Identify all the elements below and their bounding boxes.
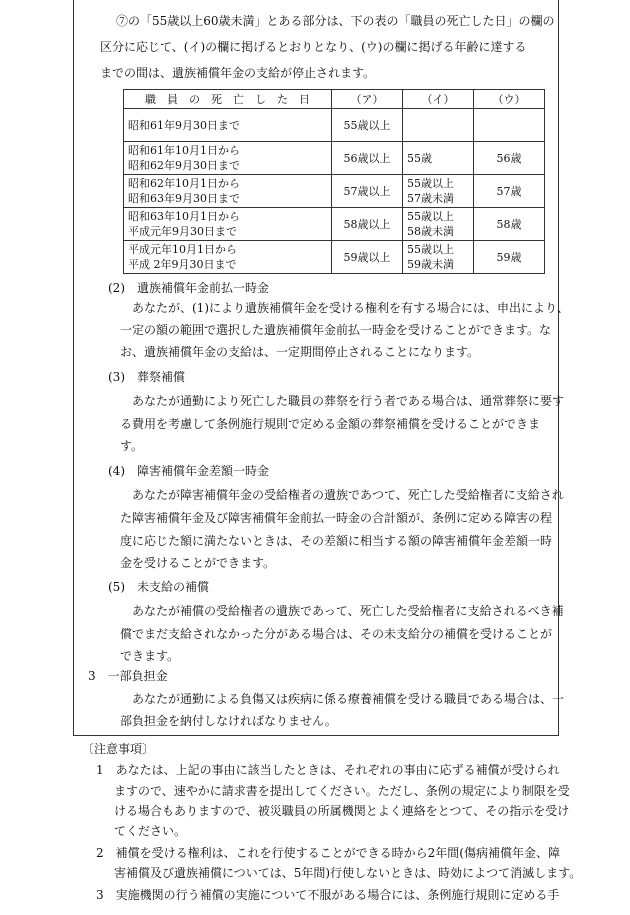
notes-heading: 〔注意事項〕 [82, 742, 155, 756]
cell-c: 56歳 [474, 142, 545, 175]
table-row [124, 241, 545, 274]
paragraph-line: た障害補償年金及び障害補償年金前払一時金の合計額が、条例に定める障害の程 [120, 511, 553, 525]
cell-b [403, 208, 474, 241]
cell-b [403, 142, 474, 175]
cell-a: 58歳以上 [332, 208, 403, 241]
section-heading: (4) 障害補償年金差額一時金 [108, 464, 269, 478]
paragraph-line: る費用を考慮して条例施行規則で定める金額の葬祭補償を受けることができま [120, 417, 541, 431]
paragraph-line: できます。 [120, 649, 180, 663]
paragraph-line: 一定の額の範囲で選択した遺族補償年金前払一時金を受けることができます。な [120, 323, 552, 337]
paragraph-line: あなたが障害補償年金の受給権者の遺族であつて、死亡した受給権者に支給され [132, 488, 564, 502]
section-heading: (2) 遺族補償年金前払一時金 [108, 281, 269, 295]
cell-b-line: 55歳以上 [407, 210, 454, 223]
paragraph-line: までの間は、遺族補償年金の支給が停止されます。 [100, 66, 376, 80]
header-a: （ア） [332, 90, 403, 109]
cell-date-line: 昭和63年9月30日まで [128, 192, 240, 205]
cell-a: 56歳以上 [332, 142, 403, 175]
paragraph-line: 部負担金を納付しなければなりません。 [120, 714, 337, 728]
paragraph-line: あなたが補償の受給権者の遺族であって、死亡した受給権者に支給されるべき補 [132, 604, 564, 618]
age-table [123, 89, 545, 274]
cell-b [403, 109, 474, 142]
cell-date [124, 241, 332, 274]
cell-b-line: 58歳未満 [407, 225, 454, 238]
note-line: 害補償及び遺族補償については、5年間)行使しないときは、時効によつて消滅します。 [114, 866, 582, 880]
paragraph-line: 区分に応じて、(イ)の欄に掲げるとおりとなり、(ウ)の欄に掲げる年齢に達する [100, 40, 527, 54]
note-line: 1 あなたは、上記の事由に該当したときは、それぞれの事由に応ずる補償が受けられ [96, 763, 560, 777]
section-heading: (3) 葬祭補償 [108, 370, 185, 384]
cell-b-line: 57歳未満 [407, 192, 454, 205]
paragraph-line: 償でまだ支給されなかった分がある場合は、その未支給分の補償を受けることが [120, 627, 553, 641]
note-line: 2 補償を受ける権利は、これを行使することができる時から2年間(傷病補償年金、障 [96, 846, 560, 860]
table-row [124, 175, 545, 208]
cell-c: 58歳 [474, 208, 545, 241]
cell-c [474, 109, 545, 142]
cell-date [124, 175, 332, 208]
section-heading: 3 一部負担金 [88, 669, 168, 683]
note-line: 3 実施機関の行う補償の実施について不服がある場合には、条例施行規則に定める手 [96, 888, 560, 902]
paragraph-line: す。 [120, 439, 144, 453]
paragraph-line: 度に応じた額に満たないときは、その差額に相当する額の障害補償年金差額一時 [120, 534, 553, 548]
cell-date-line: 昭和63年10月1日から [128, 210, 240, 223]
header-date: 職 員 の 死 亡 し た 日 [124, 90, 332, 109]
paragraph-line: あなたが、(1)により遺族補償年金を受ける権利を有する場合には、申出により、 [132, 301, 570, 315]
cell-date-line: 平成元年10月1日から [128, 243, 237, 256]
cell-date-line: 平成元年9月30日まで [128, 225, 237, 238]
cell-b-line: 59歳未満 [407, 258, 454, 271]
cell-date-line: 平成 2年9月30日まで [128, 258, 237, 271]
cell-b-line: 55歳以上 [407, 177, 454, 190]
cell-a: 55歳以上 [332, 109, 403, 142]
note-line: ますので、速やかに請求書を提出してください。ただし、条例の規定により制限を受 [114, 784, 570, 798]
cell-b [403, 175, 474, 208]
paragraph-line: あなたが通勤による負傷又は疾病に係る療養補償を受ける職員である場合は、一 [132, 692, 565, 706]
cell-date-line: 昭和62年10月1日から [128, 177, 240, 190]
cell-date-line: 昭和61年9月30日まで [128, 118, 240, 132]
paragraph-line: お、遺族補償年金の支給は、一定期間停止されることになります。 [120, 345, 480, 359]
table-row [124, 109, 545, 142]
table-row [124, 208, 545, 241]
note-line: てください。 [114, 824, 187, 838]
cell-c: 59歳 [474, 241, 545, 274]
paragraph-line: あなたが通勤により死亡した職員の葬祭を行う者である場合は、通常葬祭に要す [132, 394, 565, 408]
cell-date [124, 142, 332, 175]
section-heading: (5) 未支給の補償 [108, 580, 209, 594]
table-row [124, 142, 545, 175]
cell-a: 59歳以上 [332, 241, 403, 274]
cell-a: 57歳以上 [332, 175, 403, 208]
paragraph-line: 金を受けることができます。 [120, 556, 276, 570]
header-c: （ウ） [474, 90, 545, 109]
cell-b-line: 55歳 [407, 151, 432, 165]
cell-b-line: 55歳以上 [407, 243, 454, 256]
cell-b [403, 241, 474, 274]
header-b: （イ） [403, 90, 474, 109]
cell-date [124, 109, 332, 142]
paragraph-line: ⑦の「55歳以上60歳未満」とある部分は、下の表の「職員の死亡した日」の欄の [116, 14, 555, 28]
cell-c: 57歳 [474, 175, 545, 208]
note-line: ける場合もありますので、被災職員の所属機関とよく連絡をとつて、その指示を受け [114, 804, 570, 818]
cell-date [124, 208, 332, 241]
cell-date-line: 昭和61年10月1日から [128, 144, 240, 157]
table-header-row [124, 90, 545, 109]
cell-date-line: 昭和62年9月30日まで [128, 159, 240, 172]
